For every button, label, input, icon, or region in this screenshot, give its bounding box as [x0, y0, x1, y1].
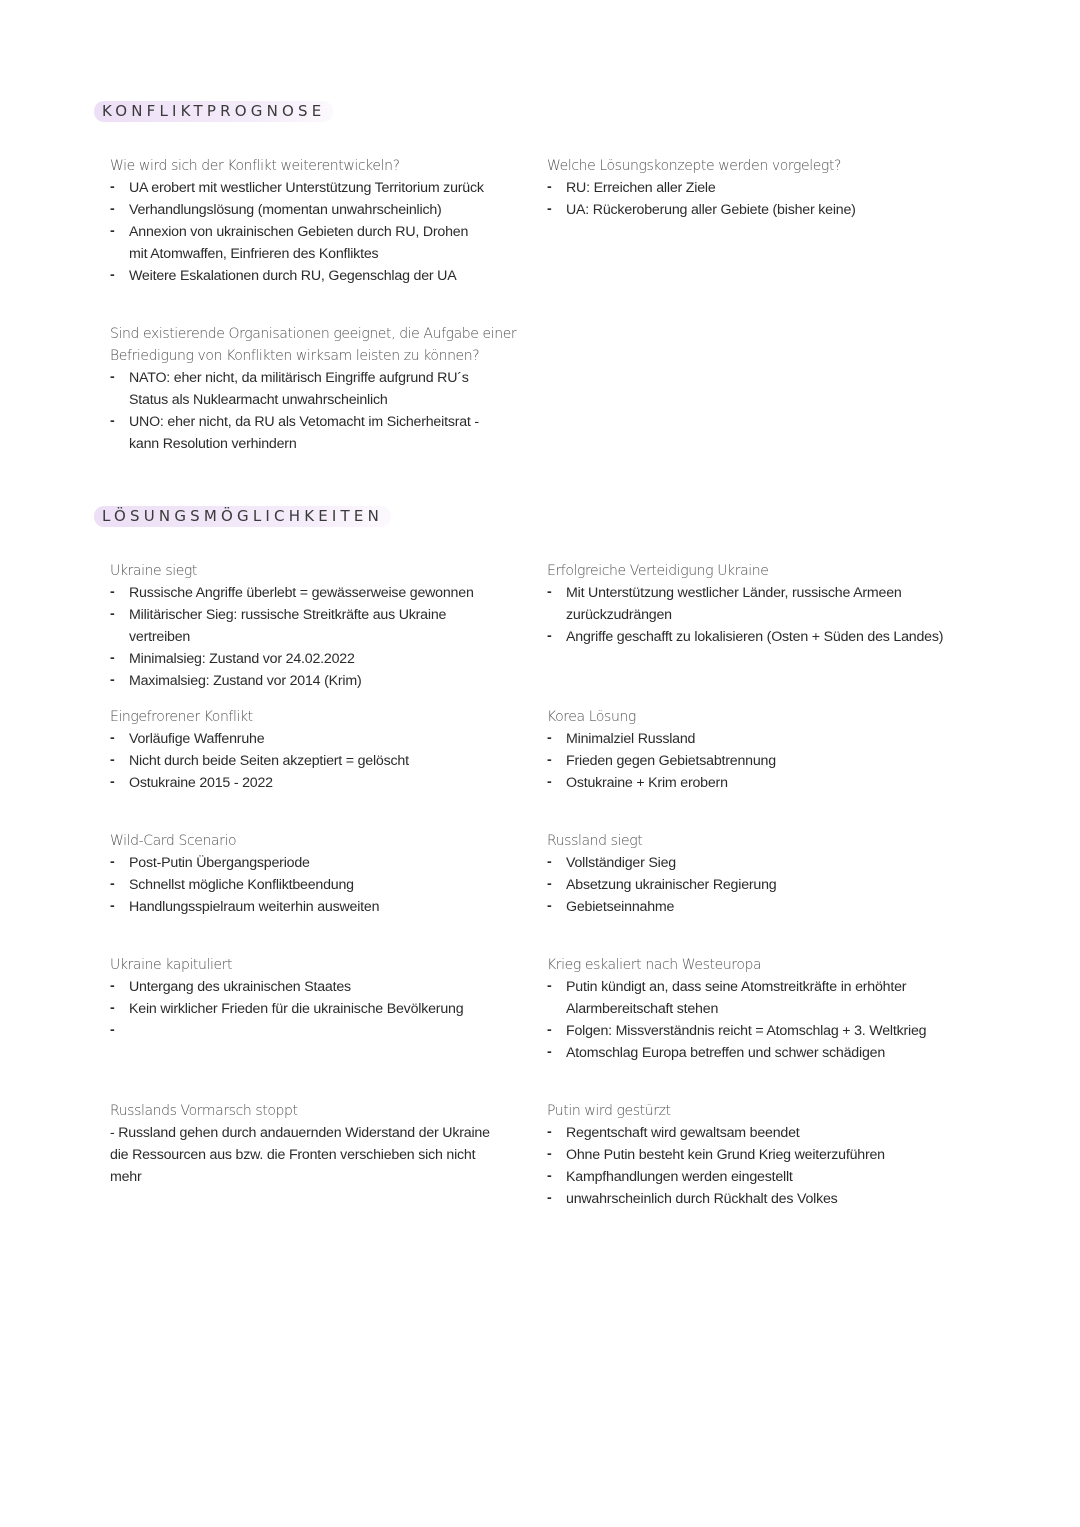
- list-item: - Vorläufige Waffenruhe: [110, 728, 510, 750]
- scenario-text: - Russland gehen durch andauernden Widerstand der Ukraine die Ressourcen aus bzw. die Fronten verschieben sich nicht mehr: [110, 1125, 490, 1185]
- list-item: - Vollständiger Sieg: [547, 852, 947, 874]
- list-item: - Untergang des ukrainischen Staates: [110, 976, 510, 998]
- scenario-list: [547, 582, 947, 648]
- scenario-list: [547, 728, 947, 794]
- list-item: - Post-Putin Übergangsperiode: [110, 852, 510, 874]
- scenario-list: [547, 976, 947, 1064]
- scenario-list: [110, 976, 510, 1042]
- scenario-ukraine-kapituliert: [110, 954, 510, 1042]
- scenario-title: Putin wird gestürzt: [547, 1103, 671, 1119]
- list-item: - Militärischer Sieg: russische Streitkräfte aus Ukraine vertreiben: [110, 604, 510, 648]
- list-item: - Annexion von ukrainischen Gebieten durch RU, Drohen mit Atomwaffen, Einfrieren des Konfliktes: [110, 221, 474, 265]
- list-item: - Nicht durch beide Seiten akzeptiert = gelöscht: [110, 750, 510, 772]
- prognose-question-concepts: [547, 155, 957, 221]
- list-item: - NATO: eher nicht, da militärisch Eingriffe aufgrund RU´s Status als Nuklearmacht unwahrscheinlich: [110, 367, 504, 411]
- section-heading-loesungen: LÖSUNGSMÖGLICHKEITEN: [94, 506, 391, 527]
- list-item: - Frieden gegen Gebietsabtrennung: [547, 750, 947, 772]
- scenario-title: Korea Lösung: [547, 709, 636, 725]
- list-item: - Atomschlag Europa betreffen und schwer schädigen: [547, 1042, 947, 1064]
- scenario-title: Russlands Vormarsch stoppt: [110, 1103, 298, 1119]
- scenario-list: [547, 1122, 947, 1210]
- scenario-title: Ukraine kapituliert: [110, 957, 233, 973]
- list-item: [110, 1020, 510, 1042]
- list-item: - Schnellst mögliche Konfliktbeendung: [110, 874, 510, 896]
- list-item: - Regentschaft wird gewaltsam beendet: [547, 1122, 947, 1144]
- scenario-list: [547, 852, 947, 918]
- list-item: - Folgen: Missverständnis reicht = Atomschlag + 3. Weltkrieg: [547, 1020, 947, 1042]
- list-item: - Minimalziel Russland: [547, 728, 947, 750]
- scenario-korea-loesung: [547, 706, 947, 794]
- scenario-title: Erfolgreiche Verteidigung Ukraine: [547, 563, 769, 579]
- list-item: - Ostukraine 2015 - 2022: [110, 772, 510, 794]
- list-item: - Putin kündigt an, dass seine Atomstreitkräfte in erhöhter Alarmbereitschaft stehen: [547, 976, 911, 1020]
- question-title: Welche Lösungskonzepte werden vorgelegt?: [547, 158, 842, 174]
- list-item: - Weitere Eskalationen durch RU, Gegenschlag der UA: [110, 265, 510, 287]
- scenario-vormarsch-stoppt: [110, 1100, 500, 1188]
- scenario-krieg-westeuropa: [547, 954, 947, 1064]
- answer-list: [110, 177, 510, 287]
- section-heading-prognose: KONFLIKTPROGNOSE: [94, 101, 333, 122]
- scenario-putin-gestuerzt: [547, 1100, 947, 1210]
- list-item: - Kampfhandlungen werden eingestellt: [547, 1166, 947, 1188]
- list-item: - Russische Angriffe überlebt = gewässerweise gewonnen: [110, 582, 510, 604]
- scenario-title: Russland siegt: [547, 833, 643, 849]
- list-item: - Kein wirklicher Frieden für die ukrainische Bevölkerung: [110, 998, 510, 1020]
- list-item: - Verhandlungslösung (momentan unwahrscheinlich): [110, 199, 510, 221]
- scenario-title: Eingefrorener Konflikt: [110, 709, 253, 725]
- scenario-list: [110, 852, 510, 918]
- answer-list: [110, 367, 535, 455]
- list-item: - Absetzung ukrainischer Regierung: [547, 874, 947, 896]
- list-item: - Mit Unterstützung westlicher Länder, russische Armeen zurückzudrängen: [547, 582, 906, 626]
- list-item: - Maximalsieg: Zustand vor 2014 (Krim): [110, 670, 510, 692]
- list-item: - UA erobert mit westlicher Unterstützung Territorium zurück: [110, 177, 510, 199]
- list-item: - Ohne Putin besteht kein Grund Krieg weiterzuführen: [547, 1144, 947, 1166]
- list-item: - Handlungsspielraum weiterhin ausweiten: [110, 896, 510, 918]
- scenario-wild-card: [110, 830, 510, 918]
- list-item: - Ostukraine + Krim erobern: [547, 772, 947, 794]
- question-title: Sind existierende Organisationen geeignet, die Aufgabe einer Befriedigung von Konflikten wirksam leisten zu können?: [110, 326, 517, 364]
- list-item: - UNO: eher nicht, da RU als Vetomacht im Sicherheitsrat - kann Resolution verhindern: [110, 411, 494, 455]
- scenario-title: Ukraine siegt: [110, 563, 198, 579]
- scenario-title: Wild-Card Scenario: [110, 833, 237, 849]
- scenario-list: [110, 582, 510, 692]
- scenario-ukraine-siegt: [110, 560, 510, 692]
- list-item: - RU: Erreichen aller Ziele: [547, 177, 957, 199]
- prognose-question-development: [110, 155, 510, 287]
- answer-list: [547, 177, 957, 221]
- scenario-russland-siegt: [547, 830, 947, 918]
- scenario-title: Krieg eskaliert nach Westeuropa: [547, 957, 762, 973]
- scenario-eingefrorener-konflikt: [110, 706, 510, 794]
- scenario-erfolgreiche-verteidigung: [547, 560, 947, 648]
- scenario-list: [110, 728, 510, 794]
- list-item: - unwahrscheinlich durch Rückhalt des Volkes: [547, 1188, 947, 1210]
- list-item: - Gebietseinnahme: [547, 896, 947, 918]
- list-item: - UA: Rückeroberung aller Gebiete (bisher keine): [547, 199, 957, 221]
- list-item: - Minimalsieg: Zustand vor 24.02.2022: [110, 648, 510, 670]
- list-item: - Angriffe geschafft zu lokalisieren (Osten + Süden des Landes): [547, 626, 947, 648]
- question-title: Wie wird sich der Konflikt weiterentwickeln?: [110, 158, 400, 174]
- prognose-question-organisations: [110, 323, 535, 455]
